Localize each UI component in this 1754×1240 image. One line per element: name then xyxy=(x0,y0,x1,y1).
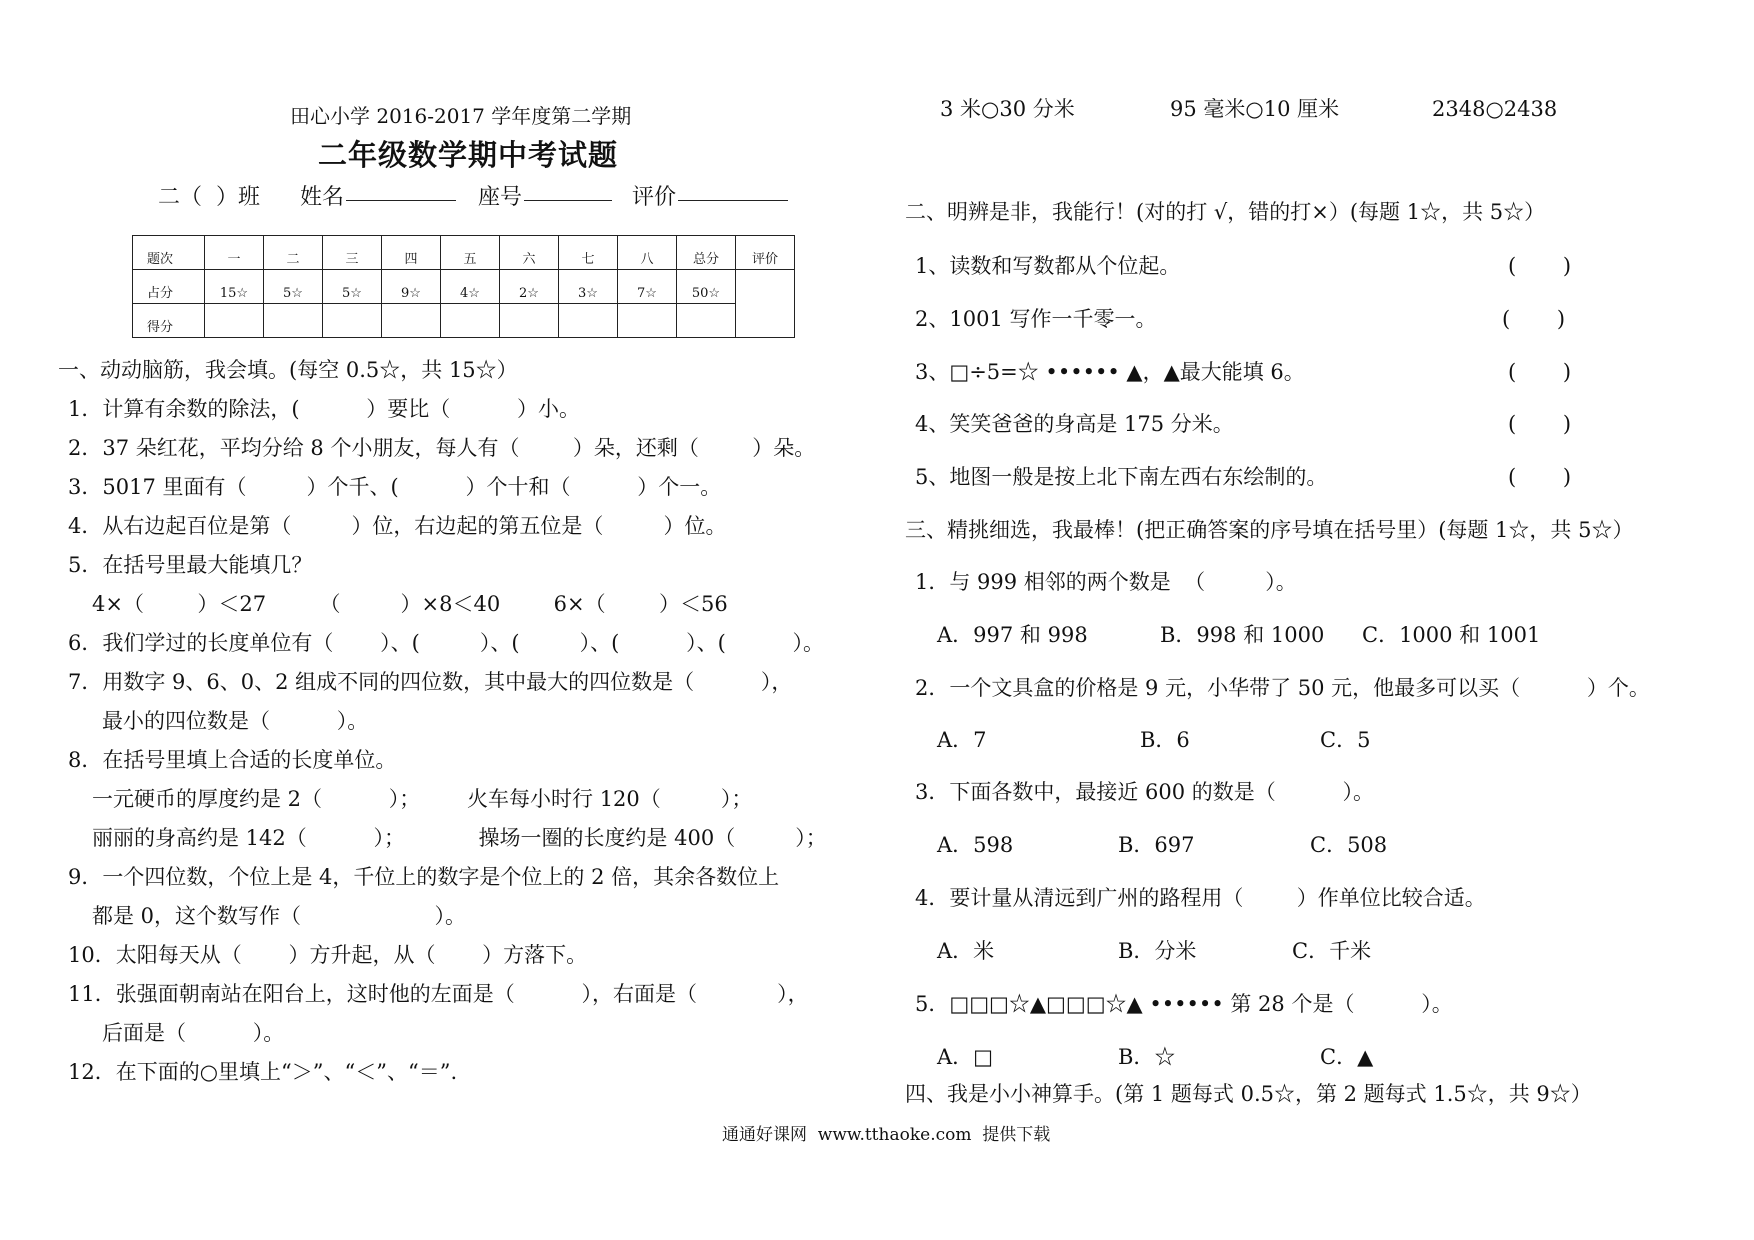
header-cell: 一 xyxy=(205,236,264,270)
choice-option-c[interactable]: C．1000 和 1001 xyxy=(1362,623,1541,647)
choice-option-b[interactable]: B．6 xyxy=(1140,728,1190,752)
points-cell: 3☆ xyxy=(559,270,618,304)
question-line: 一元硬币的厚度约是 2（ ）； 火车每小时行 120（ ）； xyxy=(92,787,753,811)
answer-paren[interactable]: ( ) xyxy=(1508,360,1572,384)
header-cell: 八 xyxy=(618,236,677,270)
grade-label: 评价 xyxy=(632,185,677,210)
answer-paren[interactable]: ( ) xyxy=(1508,412,1572,436)
choice-option-c[interactable]: C．5 xyxy=(1320,728,1371,752)
score-cell[interactable] xyxy=(323,304,382,338)
class-label: 二（ ）班 xyxy=(158,185,260,210)
header-cell-evaluation: 评价 xyxy=(736,236,795,270)
choice-option-a[interactable]: A．598 xyxy=(937,833,1014,857)
true-false-question: 5、地图一般是按上北下南左西右东绘制的。 xyxy=(915,465,1328,489)
exam-title: 二年级数学期中考试题 xyxy=(318,138,619,172)
points-cell: 2☆ xyxy=(500,270,559,304)
name-blank[interactable] xyxy=(346,182,456,205)
points-cell: 7☆ xyxy=(618,270,677,304)
row-label-points: 占分 xyxy=(133,270,205,304)
grade-blank[interactable] xyxy=(678,182,788,205)
question-line: 都是 0，这个数写作（ ）。 xyxy=(92,904,467,928)
choice-option-b[interactable]: B．☆ xyxy=(1118,1045,1176,1069)
question-line: 10．太阳每天从（ ）方升起，从（ ）方落下。 xyxy=(68,943,588,967)
section-4-heading: 四、我是小小神算手。(第 1 题每式 0.5☆，第 2 题每式 1.5☆，共 9☆） xyxy=(905,1082,1592,1106)
choice-question: 2．一个文具盒的价格是 9 元，小华带了 50 元，他最多可以买（ ）个。 xyxy=(915,676,1650,700)
header-cell: 四 xyxy=(382,236,441,270)
row-label-question: 题次 xyxy=(133,236,205,270)
score-cell[interactable] xyxy=(559,304,618,338)
school-term-heading: 田心小学 2016-2017 学年度第二学期 xyxy=(290,104,632,128)
score-cell-total[interactable] xyxy=(677,304,736,338)
score-table-header-row xyxy=(133,236,795,270)
score-cell[interactable] xyxy=(264,304,323,338)
section-1-heading: 一、动动脑筋，我会填。(每空 0.5☆，共 15☆） xyxy=(58,358,518,382)
true-false-question: 4、笑笑爸爸的身高是 175 分米。 xyxy=(915,412,1234,436)
section-3-heading: 三、精挑细选，我最棒！(把正确答案的序号填在括号里）(每题 1☆，共 5☆） xyxy=(905,518,1634,542)
header-cell-total: 总分 xyxy=(677,236,736,270)
question-line: 8．在括号里填上合适的长度单位。 xyxy=(68,748,397,772)
row-label-score: 得分 xyxy=(133,304,205,338)
answer-paren[interactable]: ( ) xyxy=(1508,465,1572,489)
choice-option-a[interactable]: A．7 xyxy=(937,728,987,752)
true-false-question: 3、□÷5=☆ •••••• ▲，▲最大能填 6。 xyxy=(915,360,1305,384)
name-label: 姓名 xyxy=(300,185,345,210)
seat-label: 座号 xyxy=(478,185,523,210)
choice-option-a[interactable]: A．□ xyxy=(937,1045,994,1069)
score-table xyxy=(132,235,795,338)
points-cell: 5☆ xyxy=(264,270,323,304)
header-cell: 七 xyxy=(559,236,618,270)
score-table-points-row xyxy=(133,270,795,304)
choice-question: 4．要计量从清远到广州的路程用（ ）作单位比较合适。 xyxy=(915,886,1486,910)
compare-item: 2348○2438 xyxy=(1432,97,1558,121)
compare-item: 95 毫米○10 厘米 xyxy=(1170,97,1340,121)
choice-question: 1．与 999 相邻的两个数是 （ ）。 xyxy=(915,570,1297,594)
question-line: 1．计算有余数的除法，( ）要比（ ）小。 xyxy=(68,397,581,421)
question-line: 4×（ ）＜27 （ ）×8＜40 6×（ ）＜56 xyxy=(92,592,728,616)
score-cell[interactable] xyxy=(618,304,677,338)
section-2-heading: 二、明辨是非，我能行！(对的打 √，错的打×）(每题 1☆，共 5☆） xyxy=(905,200,1546,224)
question-line: 后面是（ ）。 xyxy=(102,1021,285,1045)
score-cell[interactable] xyxy=(500,304,559,338)
question-line: 最小的四位数是（ ）。 xyxy=(102,709,369,733)
true-false-question: 1、读数和写数都从个位起。 xyxy=(915,254,1181,278)
score-cell[interactable] xyxy=(205,304,264,338)
question-line: 11．张强面朝南站在阳台上，这时他的左面是（ ），右面是（ ）， xyxy=(68,982,809,1006)
choice-option-b[interactable]: B．697 xyxy=(1118,833,1195,857)
evaluation-cell[interactable] xyxy=(736,270,795,338)
question-line: 12．在下面的○里填上“＞”、“＜”、“＝”. xyxy=(68,1060,458,1084)
question-line: 3．5017 里面有（ ）个千、( ）个十和（ ）个一。 xyxy=(68,475,722,499)
header-cell: 二 xyxy=(264,236,323,270)
choice-option-a[interactable]: A．米 xyxy=(937,939,995,963)
question-line: 2．37 朵红花，平均分给 8 个小朋友，每人有（ ）朵，还剩（ ）朵。 xyxy=(68,436,816,460)
points-cell-total: 50☆ xyxy=(677,270,736,304)
choice-option-c[interactable]: C．▲ xyxy=(1320,1045,1374,1069)
header-cell: 五 xyxy=(441,236,500,270)
compare-item: 3 米○30 分米 xyxy=(940,97,1075,121)
choice-option-c[interactable]: C．千米 xyxy=(1292,939,1372,963)
seat-blank[interactable] xyxy=(524,182,612,205)
score-table-score-row xyxy=(133,304,795,338)
points-cell: 5☆ xyxy=(323,270,382,304)
question-line: 9．一个四位数，个位上是 4，千位上的数字是个位上的 2 倍，其余各数位上 xyxy=(68,865,780,889)
points-cell: 15☆ xyxy=(205,270,264,304)
choice-question: 3．下面各数中，最接近 600 的数是（ ）。 xyxy=(915,780,1375,804)
question-line: 4．从右边起百位是第（ ）位，右边起的第五位是（ ）位。 xyxy=(68,514,727,538)
answer-paren[interactable]: ( ) xyxy=(1508,254,1572,278)
choice-question: 5．□□□☆▲□□□☆▲ •••••• 第 28 个是（ ）。 xyxy=(915,992,1453,1016)
choice-option-b[interactable]: B．998 和 1000 xyxy=(1160,623,1325,647)
question-line: 5．在括号里最大能填几？ xyxy=(68,553,313,577)
question-line: 丽丽的身高约是 142（ ）； 操场一圈的长度约是 400（ ）； xyxy=(92,826,827,850)
question-line: 7．用数字 9、6、0、2 组成不同的四位数，其中最大的四位数是（ ）， xyxy=(68,670,793,694)
header-cell: 六 xyxy=(500,236,559,270)
score-cell[interactable] xyxy=(382,304,441,338)
question-line: 6．我们学过的长度单位有（ ）、( ）、( ）、( ）、( ）。 xyxy=(68,631,825,655)
footer-credit: 通通好课网 www.tthaoke.com 提供下载 xyxy=(722,1125,1051,1145)
score-cell[interactable] xyxy=(441,304,500,338)
choice-option-b[interactable]: B．分米 xyxy=(1118,939,1197,963)
points-cell: 9☆ xyxy=(382,270,441,304)
choice-option-a[interactable]: A．997 和 998 xyxy=(937,623,1088,647)
answer-paren[interactable]: ( ) xyxy=(1502,307,1566,331)
points-cell: 4☆ xyxy=(441,270,500,304)
choice-option-c[interactable]: C．508 xyxy=(1310,833,1388,857)
header-cell: 三 xyxy=(323,236,382,270)
true-false-question: 2、1001 写作一千零一。 xyxy=(915,307,1157,331)
